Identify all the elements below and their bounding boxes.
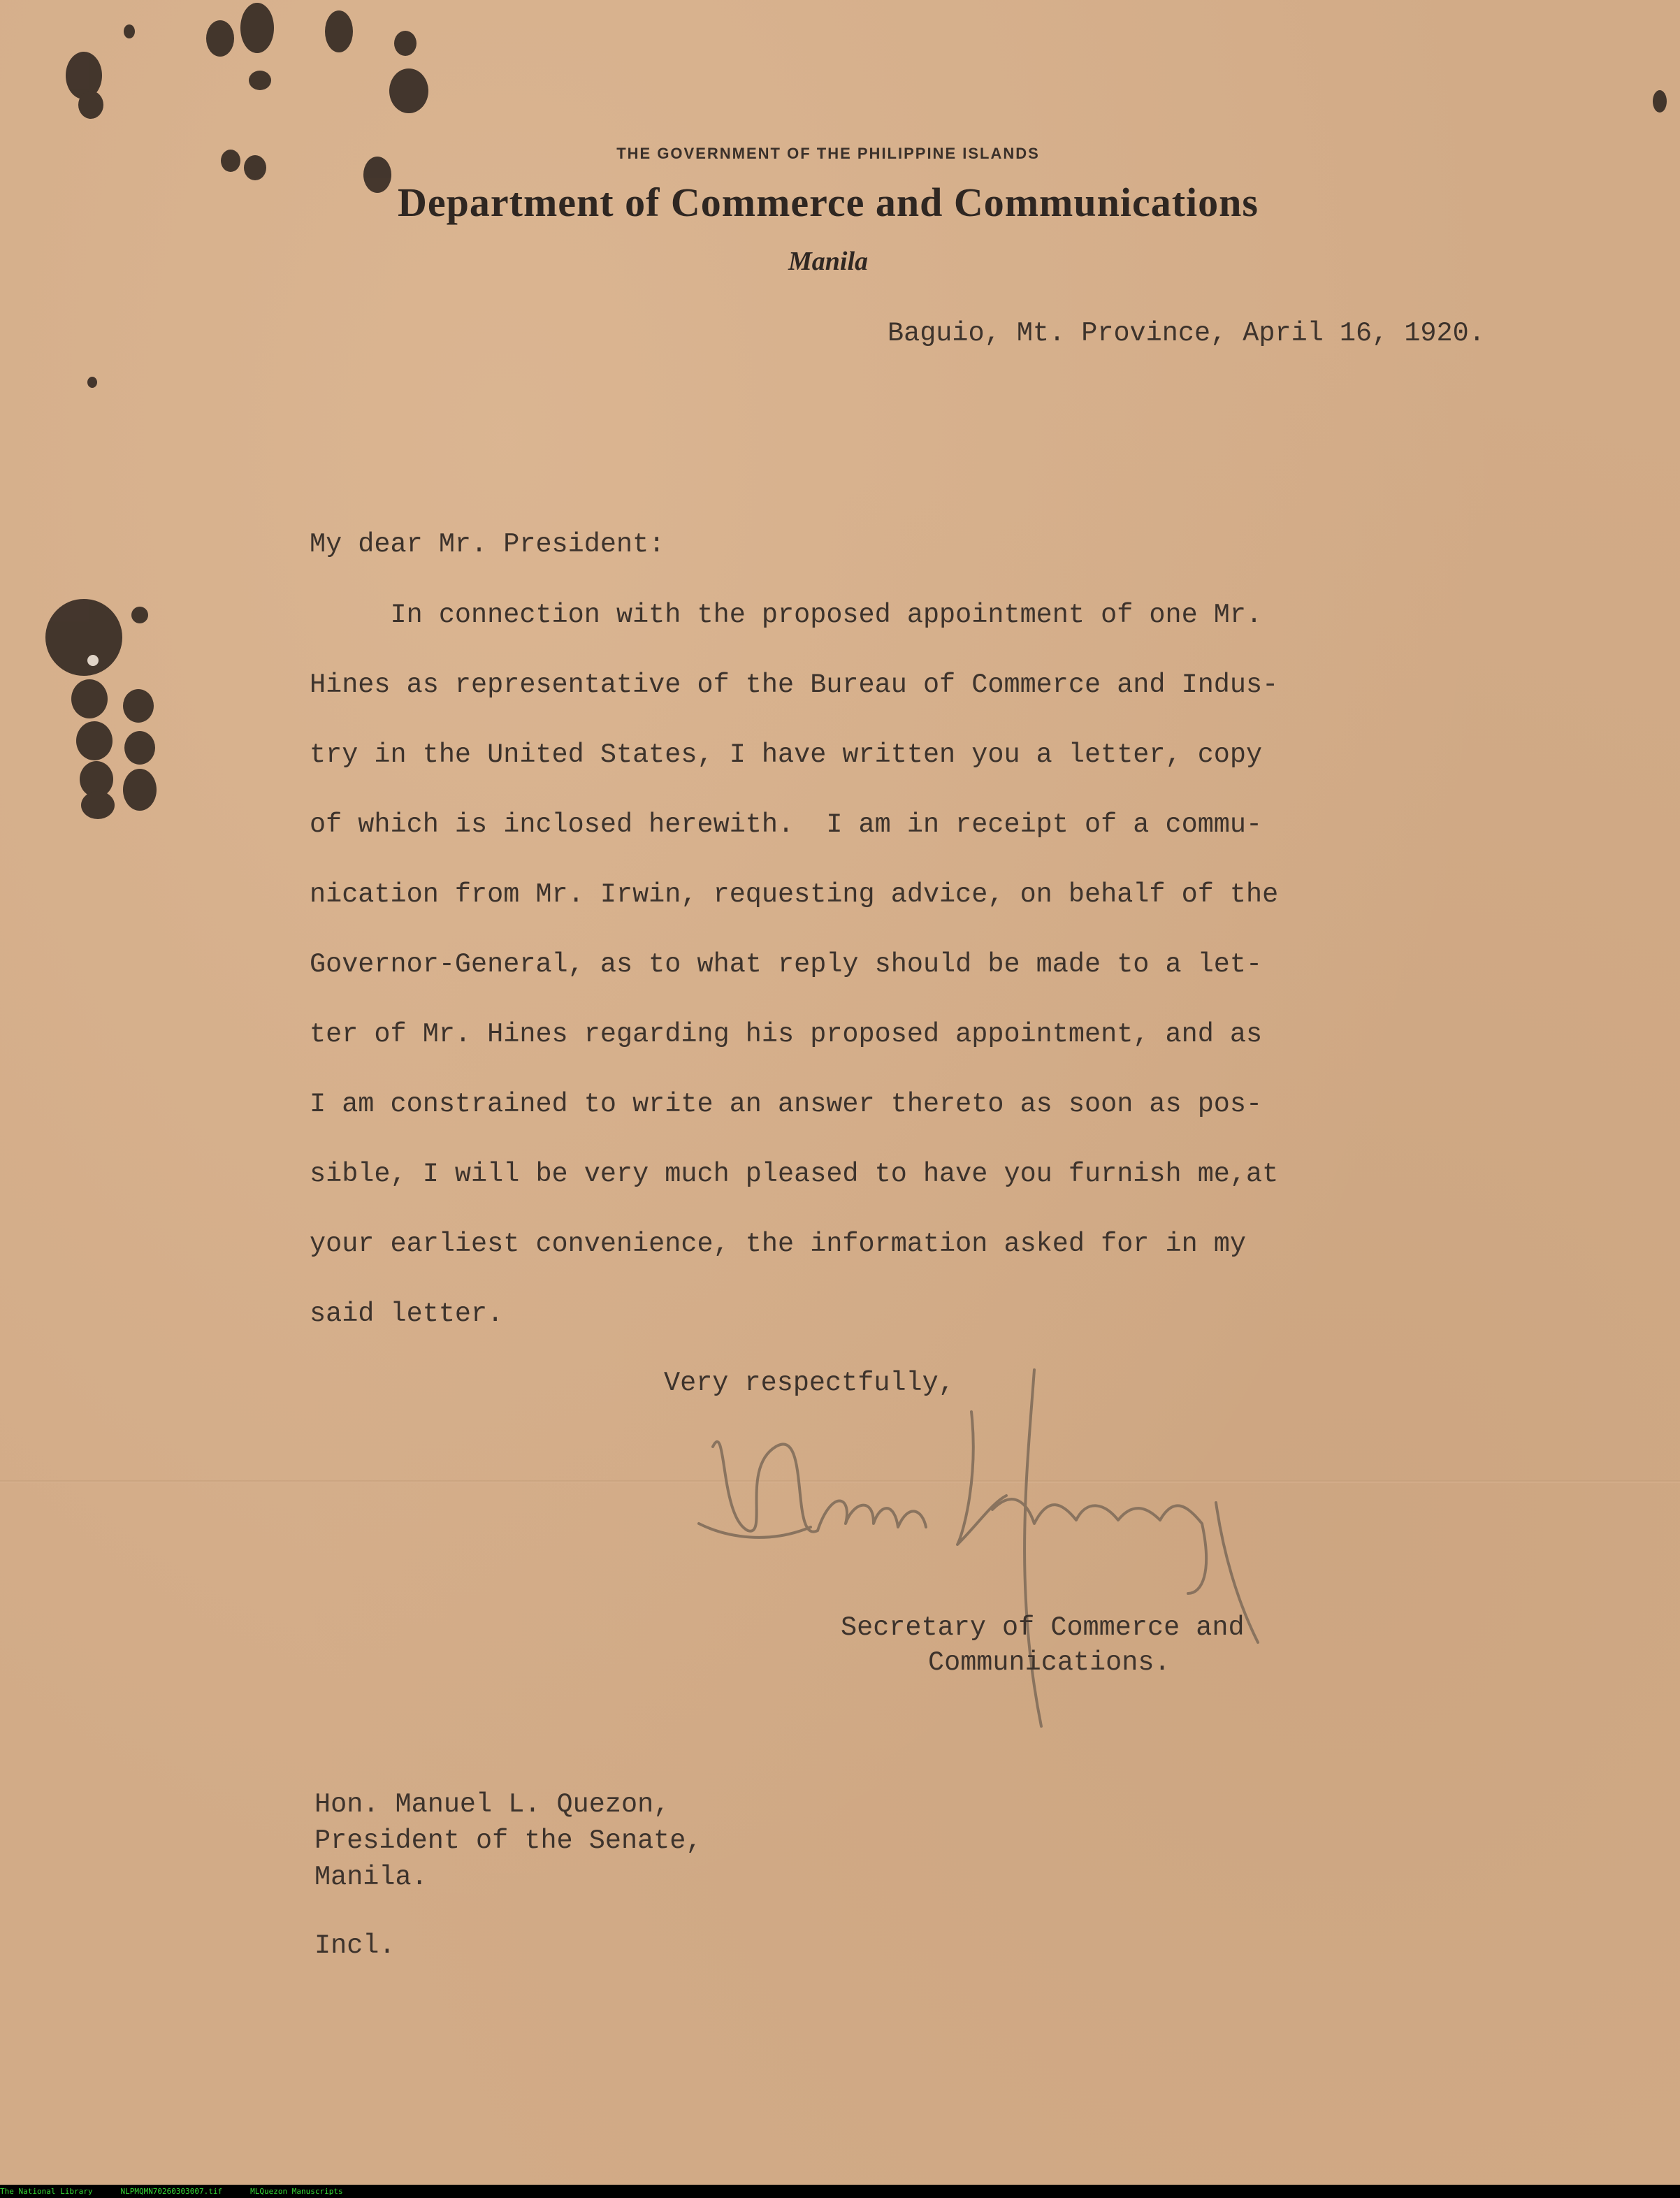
addressee-title: President of the Senate, bbox=[314, 1825, 702, 1856]
body-line: In connection with the proposed appointment of one Mr. bbox=[310, 600, 1263, 630]
footer-library: The National Library bbox=[0, 2187, 93, 2196]
footer-collection: MLQuezon Manuscripts bbox=[250, 2187, 343, 2196]
body-line: sible, I will be very much pleased to have you furnish me,at bbox=[310, 1159, 1279, 1190]
footer-filename: NLPMQMN70260303007.tif bbox=[120, 2187, 223, 2196]
body-line: ter of Mr. Hines regarding his proposed appointment, and as bbox=[310, 1019, 1263, 1050]
body-line: nication from Mr. Irwin, requesting advice, on behalf of the bbox=[310, 879, 1279, 910]
addressee-name: Hon. Manuel L. Quezon, bbox=[314, 1789, 670, 1820]
body-line: said letter. bbox=[310, 1299, 504, 1329]
body-line: try in the United States, I have written you a letter, copy bbox=[310, 739, 1263, 770]
body-line: Governor-General, as to what reply should be made to a let- bbox=[310, 949, 1263, 980]
handwritten-signature bbox=[685, 1363, 1454, 1754]
archive-footer bbox=[0, 2185, 1680, 2198]
salutation: My dear Mr. President: bbox=[310, 529, 665, 560]
government-heading: THE GOVERNMENT OF THE PHILIPPINE ISLANDS bbox=[616, 145, 1040, 162]
date-line: Baguio, Mt. Province, April 16, 1920. bbox=[888, 318, 1485, 349]
city-heading: Manila bbox=[788, 247, 869, 276]
signer-title-line-1: Secretary of Commerce and bbox=[841, 1612, 1245, 1643]
body-line: of which is inclosed herewith. I am in receipt of a commu- bbox=[310, 809, 1263, 840]
body-line: Hines as representative of the Bureau of Commerce and Indus- bbox=[310, 670, 1279, 700]
department-heading: Department of Commerce and Communications bbox=[398, 180, 1259, 225]
body-line: I am constrained to write an answer thereto as soon as pos- bbox=[310, 1089, 1263, 1120]
addressee-city: Manila. bbox=[314, 1862, 428, 1893]
enclosure-note: Incl. bbox=[314, 1930, 396, 1961]
body-line: your earliest convenience, the information asked for in my bbox=[310, 1229, 1247, 1259]
closing: Very respectfully, bbox=[664, 1368, 955, 1398]
signer-title-line-2: Communications. bbox=[928, 1647, 1171, 1678]
